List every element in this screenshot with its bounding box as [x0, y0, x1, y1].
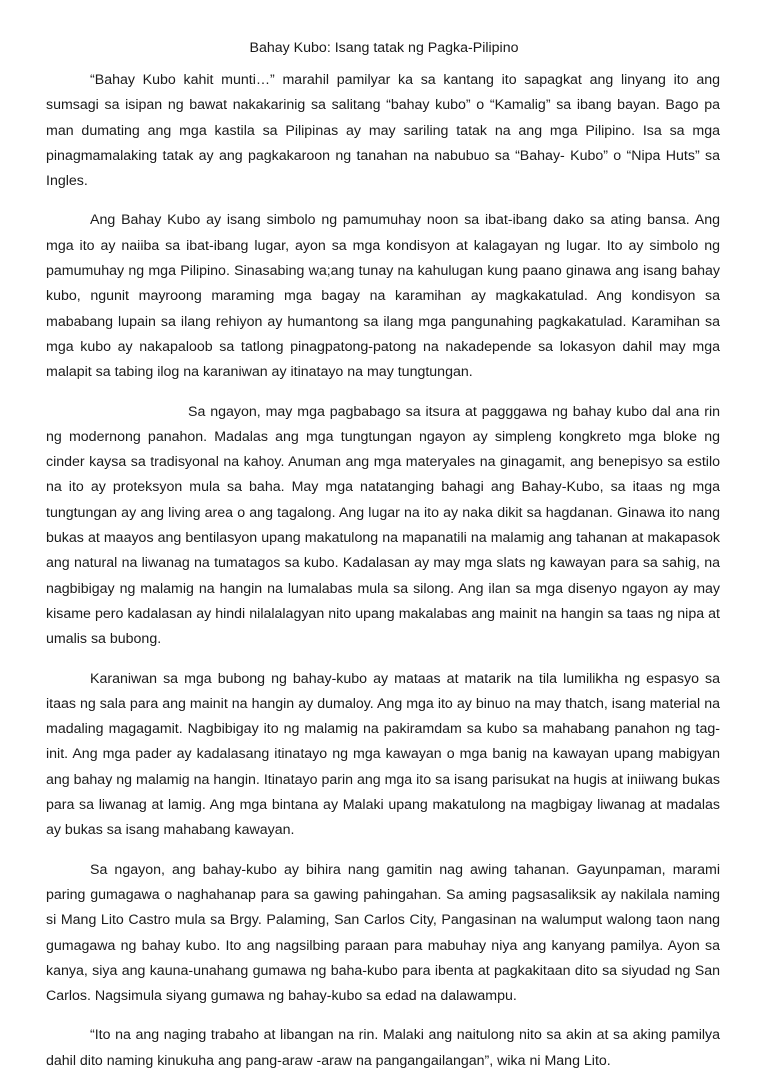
paragraph-4: Karaniwan sa mga bubong ng bahay-kubo ay mataas at matarik na tila lumilikha ng espasyo sa itaas ng sala para ang mainit na hangin ay dumaloy. Ang mga ito ay binuo na may thatch, isang material na madaling magagamit. Nagbibigay ito ng malamig na pakiramdam sa kubo sa mahabang panahon ng tag-init. Ang mga pader ay kadalasang itinatayo ng mga kawayan o mga banig na kawayan upang mabigyan ang bahay ng malamig na hangin. Itinatayo parin ang mga ito sa isang parisukat na hugis at iniiwang bukas para sa liwanag at lamig. Ang mga bintana ay Malaki upang makatulong na magbigay liwanag at madalas ay bukas sa isang mahabang kawayan.: [46, 670, 720, 839]
paragraph-5: Sa ngayon, ang bahay-kubo ay bihira nang gamitin nag awing tahanan. Gayunpaman, marami paring gumagawa o naghahanap para sa gawing pahingahan. Sa aming pagsasaliksik ay nakilala naming si Mang Lito Castro mula sa Brgy. Palaming, San Carlos City, Pangasinan na walumput walong taon nang gumagawa ng bahay kubo. Ito ang nagsilbing paraan para mabuhay niya ang kanyang pamilya. Ayon sa kanya, siya ang kauna-unahang gumawa ng baha-kubo para ibenta at pagkakitaan dito sa siyudad ng San Carlos. Nagsimula siyang gumawa ng bahay-kubo sa edad na dalawampu.: [46, 861, 720, 1005]
paragraph-6: “Ito na ang naging trabaho at libangan na rin. Malaki ang naitulong nito sa akin at sa aking pamilya dahil dito naming kinukuha ang pang-araw -araw na pangangailangan”, wika ni Mang Lito.: [46, 1027, 720, 1069]
paragraph-3: Sa ngayon, may mga pagbabago sa itsura at pagggawa ng bahay kubo dal ana rin ng modernong panahon. Madalas ang mga tungtungan ngayon ay simpleng kongkreto mga bloke ng cinder kaysa sa tradisyonal na kahoy. Anuman ang mga materyales na ginagamit, ang benepisyo sa estilo na ito ay proteksyon mula sa baha. May mga natatanging bahagi ang Bahay-Kubo, sa itaas ng mga tungtungan ay ang living area o ang tagalong. Ang lugar na ito ay naka dikit sa hagdanan. Ginawa ito nang bukas at maayos ang bentilasyon upang makatulong na mapanatili na malamig ang tahanan at makapasok ang natural na liwanag na tumatagos sa kubo. Kadalasan ay may mga slats ng kawayan para sa sahig, na nagbibigay ng malamig na hangin na lumalabas mula sa silong. Ang ilan sa mga disenyo ngayon ay may kisame pero kadalasan ay hindi nilalalagyan nito upang makalabas ang mainit na hangin sa taas ng nipa at umalis sa bubong.: [46, 403, 720, 648]
paragraph-1: “Bahay Kubo kahit munti…” marahil pamilyar ka sa kantang ito sapagkat ang linyang ito ang sumsagi sa isipan ng bawat nakakarinig sa salitang “bahay kubo” o “Kamalig” sa ibang bayan. Bago pa man dumating ang mga kastila sa Pilipinas ay may sariling tatak na ang mga Pilipino. Isa sa mga pinagmamalaking tatak ay ang pagkakaroon ng tanahan na nabubuo sa “Bahay- Kubo” o “Nipa Huts” sa Ingles.: [46, 72, 720, 190]
document-body: [46, 68, 720, 1088]
document-title: Bahay Kubo: Isang tatak ng Pagka-Pilipino: [249, 40, 519, 56]
paragraph-2: Ang Bahay Kubo ay isang simbolo ng pamumuhay noon sa ibat-ibang dako sa ating bansa. Ang mga ito ay naiiba sa ibat-ibang lugar, ayon sa mga kondisyon at kalagayan ng lugar. Ito ay simbolo ng pamumuhay ng mga Pilipino. Sinasabing wa;ang tunay na kahulugan kung paano ginawa ang isang bahay kubo, ngunit mayroong maraming mga bagay na karamihan ay magkakatulad. Ang kondisyon sa mababang lupain sa ilang rehiyon ay humantong sa ilang mga pangunahing pagkakatulad. Karamihan sa mga kubo ay nakapaloob sa tatlong pinagpatong-patong na nakadepende sa lokasyon dahil may mga malapit sa tabing ilog na karaniwan ay itinatayo na may tungtungan.: [46, 212, 720, 381]
